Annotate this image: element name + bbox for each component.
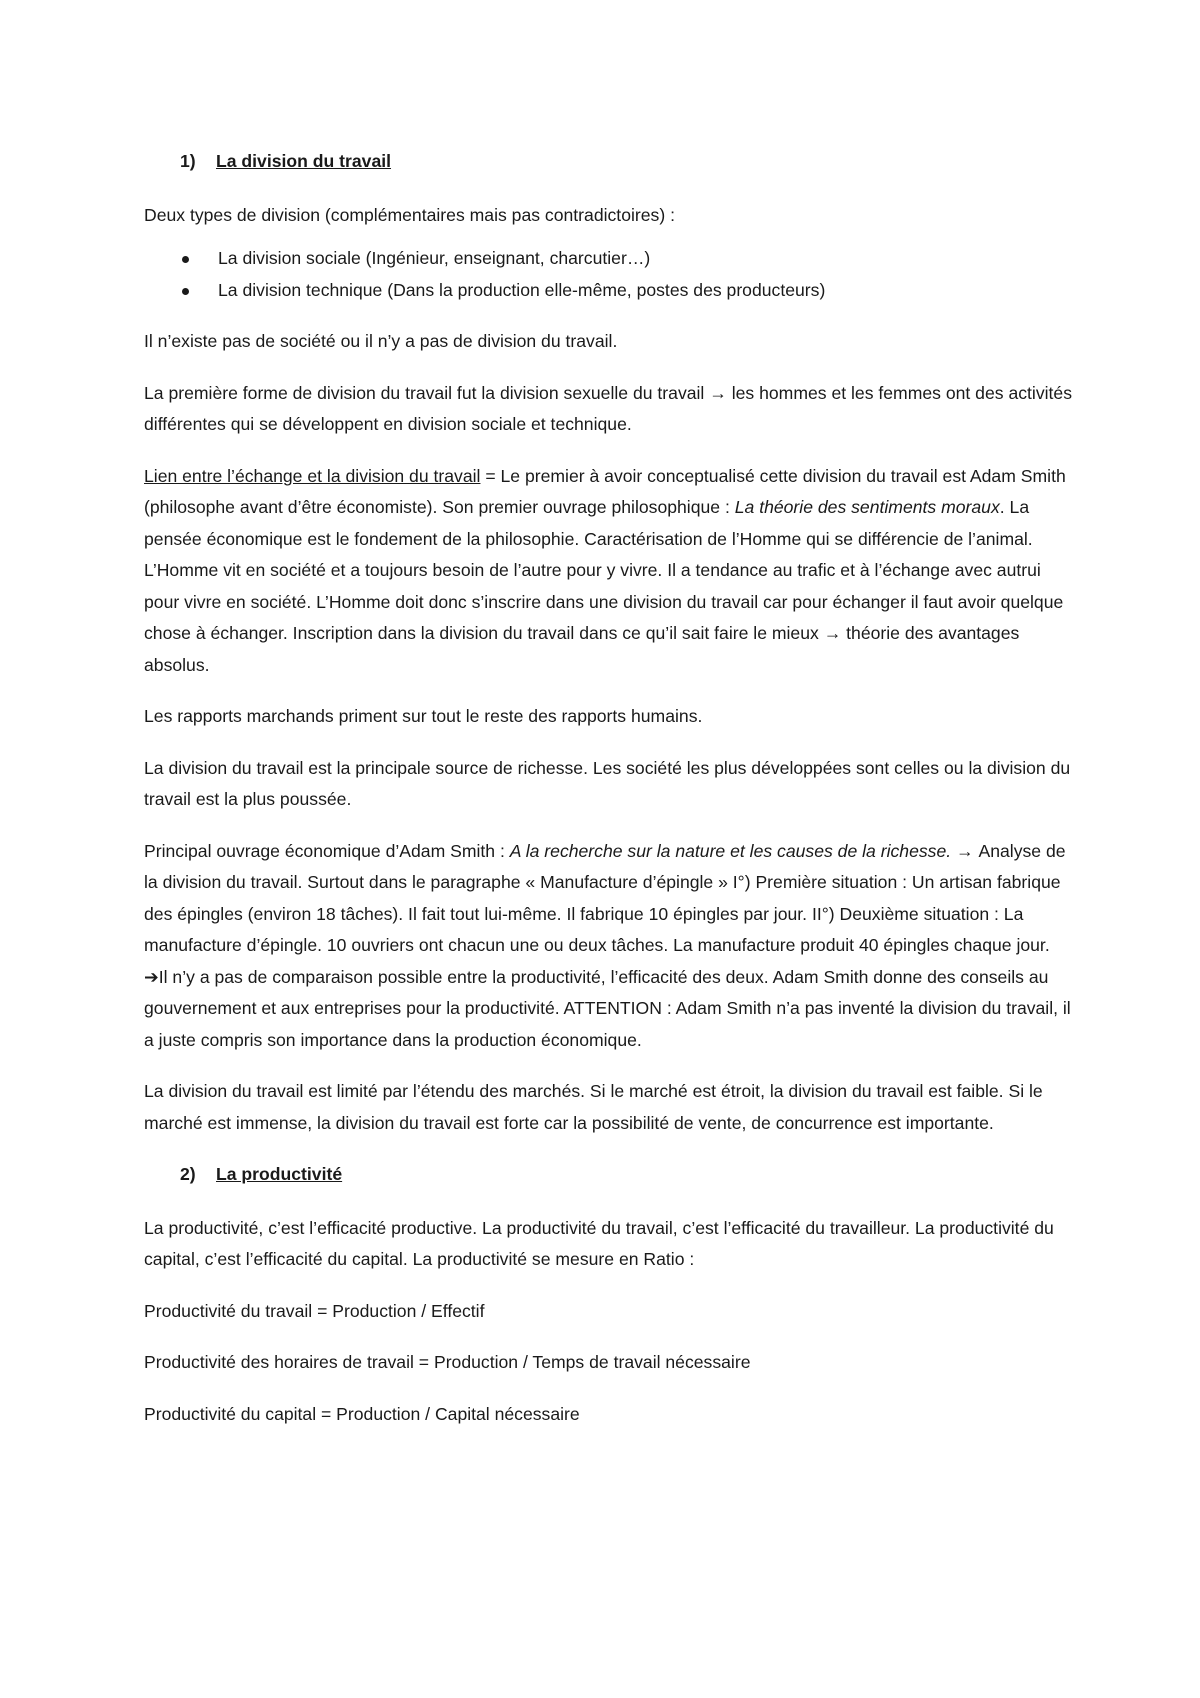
paragraph-productivity-definition: La productivité, c’est l’efficacité productive. La productivité du travail, c’est l’efficacité du travailleur. La productivité du capital, c’est l’efficacité du capital. La productivité se mesure en Ratio : xyxy=(144,1217,1054,1269)
bullet-list xyxy=(144,243,1076,306)
text-run: théorie des avantages absolus. xyxy=(144,623,1020,675)
arrow-right-icon: → xyxy=(709,382,727,403)
list-item xyxy=(144,243,1076,275)
paragraph-market-relations: Les rapports marchands priment sur tout le reste des rapports humains. xyxy=(144,706,703,726)
formula-hourly-productivity: Productivité des horaires de travail = Production / Temps de travail nécessaire xyxy=(144,1352,751,1372)
section-number: 2) xyxy=(180,1164,196,1184)
arrow-right-icon: → xyxy=(823,623,842,643)
list-item xyxy=(144,275,1076,307)
section-title: La division du travail xyxy=(216,151,392,171)
list-item-text: La division technique (Dans la production elle-même, postes des producteurs) xyxy=(218,279,826,300)
paragraph-exchange-link xyxy=(144,461,1076,682)
section-heading-1 xyxy=(144,146,1076,178)
section-heading-2 xyxy=(144,1159,1076,1191)
arrow-right-icon: → xyxy=(951,840,979,861)
paragraph-division-types: Deux types de division (complémentaires mais pas contradictoires) : xyxy=(144,204,675,225)
text-run: Il n’y a pas de comparaison possible entre la productivité, l’efficacité des deux. Adam Smith donne des conseils au gouvernement et aux entreprises pour la productivité. ATTENTION : Adam Smith n’a pas inventé la division du travail, il a juste compris son importance dans la production économique. xyxy=(144,966,1071,1050)
bullet-dot-icon xyxy=(182,256,189,263)
section-number: 1) xyxy=(180,151,196,171)
arrow-right-bold-icon: ➔ xyxy=(144,966,159,987)
list-item-text: La division sociale (Ingénieur, enseignant, charcutier…) xyxy=(218,248,651,268)
text-run: = Le premier à avoir conceptualisé cette division du travail est Adam Smith (philosophe avant d’être économiste). Son premier ouvrage philosophique : xyxy=(144,465,1066,517)
text-run: Principal ouvrage économique d’Adam Smith : xyxy=(144,840,510,861)
formula-labor-productivity: Productivité du travail = Production / Effectif xyxy=(144,1300,485,1321)
formula-capital-productivity: Productivité du capital = Production / Capital nécessaire xyxy=(144,1403,580,1424)
paragraph-wealth-source: La division du travail est la principale source de richesse. Les société les plus développées sont celles ou la division du travail est la plus poussée. xyxy=(144,757,1071,809)
underlined-term: Lien entre l’échange et la division du travail xyxy=(144,465,481,486)
book-title: La théorie des sentiments moraux xyxy=(734,497,1000,517)
text-run: La première forme de division du travail fut la division sexuelle du travail xyxy=(144,382,710,403)
text-run: les hommes et les femmes ont des activités différentes qui se développent en division sociale et technique. xyxy=(144,382,1072,434)
section-title: La productivité xyxy=(216,1164,343,1184)
paragraph-no-society: Il n’existe pas de société ou il n’y a pas de division du travail. xyxy=(144,331,618,351)
paragraph-market-limit: La division du travail est limité par l’étendu des marchés. Si le marché est étroit, la division du travail est faible. Si le marché est immense, la division du travail est forte car la possibilité de vente, de concurrence est importante. xyxy=(144,1081,1043,1133)
book-title: A la recherche sur la nature et les causes de la richesse. xyxy=(509,840,952,861)
paragraph-first-form xyxy=(144,378,1076,441)
bullet-dot-icon xyxy=(182,288,189,295)
text-run: Analyse de la division du travail. Surtout dans le paragraphe « Manufacture d’épingle » I°) Première situation : Un artisan fabrique des épingles (environ 18 tâches). Il fait tout lui-même. Il fabrique 10 épingles par jour. II°) Deuxième situation : La manufacture d’épingle. 10 ouvriers ont chacun une ou deux tâches. La manufacture produit 40 épingles chaque jour. xyxy=(144,840,1066,955)
text-run: . La pensée économique est le fondement de la philosophie. Caractérisation de l’Homme qui se différencie de l’animal. L’Homme vit en société et a toujours besoin de l’autre pour y vivre. Il a tendance au trafic et à l’échange avec autrui pour vivre en société. L’Homme doit donc s’inscrire dans une division du travail car pour échanger il faut avoir quelque chose à échanger. Inscription dans la division du travail dans ce qu’il sait faire le mieux xyxy=(144,497,1064,643)
paragraph-smith-work xyxy=(144,836,1076,1057)
